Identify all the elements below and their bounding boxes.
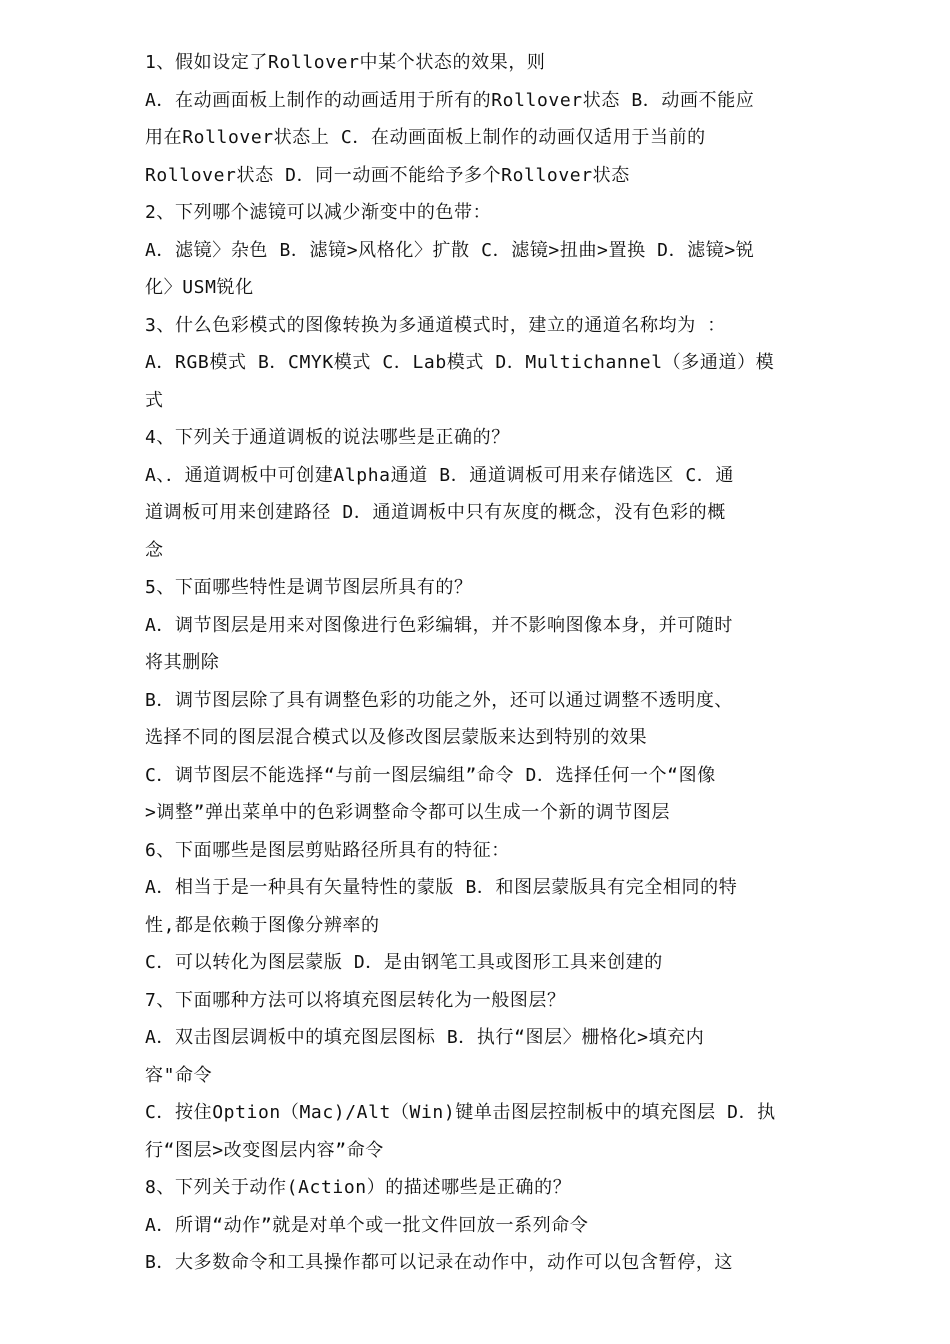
question-6-option-a-b: A．相当于是一种具有矢量特性的蒙版 B．和图层蒙版具有完全相同的特 (145, 877, 738, 898)
question-1: 1、假如设定了Rollover中某个状态的效果，则 (145, 52, 546, 73)
question-2: 2、下列哪个滤镜可以减少渐变中的色带： (145, 202, 492, 223)
question-1-options: A．在动画面板上制作的动画适用于所有的Rollover状态 B．动画不能应 (145, 89, 755, 111)
question-6-option-b-cont: 性,都是依赖于图像分辨率的 (145, 914, 380, 936)
question-4: 4、下列关于通道调板的说法哪些是正确的？ (145, 427, 510, 448)
question-3-options: A．RGB模式 B．CMYK模式 C．Lab模式 D．Multichannel（多通道）模 (145, 352, 775, 373)
question-5-option-b-cont: 选择不同的图层混合模式以及修改图层蒙版来达到特别的效果 (145, 727, 648, 748)
question-4-options-cont: 道调板可用来创建路径 D．通道调板中只有灰度的概念，没有色彩的概 (145, 502, 726, 523)
question-7: 7、下面哪种方法可以将填充图层转化为一般图层？ (145, 989, 566, 1011)
document-body (145, 44, 810, 1282)
question-5-option-a-cont: 将其删除 (145, 652, 220, 673)
question-7-option-b-cont: 容"命令 (145, 1064, 213, 1086)
question-1-options-cont: Rollover状态 D．同一动画不能给予多个Rollover状态 (145, 164, 630, 186)
question-5-option-d-cont: >调整”弹出菜单中的色彩调整命令都可以生成一个新的调节图层 (145, 802, 671, 823)
question-6-option-c-d: C．可以转化为图层蒙版 D．是由钢笔工具或图形工具来创建的 (145, 952, 663, 973)
question-8: 8、下列关于动作(Action）的描述哪些是正确的？ (145, 1177, 572, 1198)
question-5-option-c-d: C．调节图层不能选择“与前一图层编组”命令 D．选择任何一个“图像 (145, 764, 716, 786)
question-8-option-a: A．所谓“动作”就是对单个或一批文件回放一系列命令 (145, 1214, 589, 1236)
question-6: 6、下面哪些是图层剪贴路径所具有的特征： (145, 839, 510, 861)
question-1-options-cont: 用在Rollover状态上 C．在动画面板上制作的动画仅适用于当前的 (145, 127, 706, 148)
question-2-options-cont: 化〉USM锐化 (145, 277, 254, 298)
question-4-options-cont: 念 (145, 539, 164, 561)
question-3-options-cont: 式 (145, 389, 164, 411)
question-5-option-b: B．调节图层除了具有调整色彩的功能之外，还可以通过调整不透明度、 (145, 689, 734, 711)
question-5: 5、下面哪些特性是调节图层所具有的？ (145, 577, 473, 598)
question-7-option-d-cont: 行“图层>改变图层内容”命令 (145, 1139, 384, 1161)
question-5-option-a: A．调节图层是用来对图像进行色彩编辑，并不影响图像本身，并可随时 (145, 614, 734, 636)
question-3: 3、什么色彩模式的图像转换为多通道模式时，建立的通道名称均为 ： (145, 314, 726, 336)
question-7-option-c-d: C．按住Option（Mac)/Alt（Win)键单击图层控制板中的填充图层 D．执 (145, 1102, 776, 1123)
question-8-option-b: B．大多数命令和工具操作都可以记录在动作中，动作可以包含暂停，这 (145, 1252, 734, 1273)
question-4-options: A、．通道调板中可创建Alpha通道 B．通道调板可用来存储选区 C．通 (145, 464, 734, 486)
question-2-options: A．滤镜〉杂色 B．滤镜>风格化〉扩散 C．滤镜>扭曲>置换 D．滤镜>锐 (145, 239, 755, 261)
question-7-option-a-b: A．双击图层调板中的填充图层图标 B．执行“图层〉栅格化>填充内 (145, 1027, 705, 1048)
